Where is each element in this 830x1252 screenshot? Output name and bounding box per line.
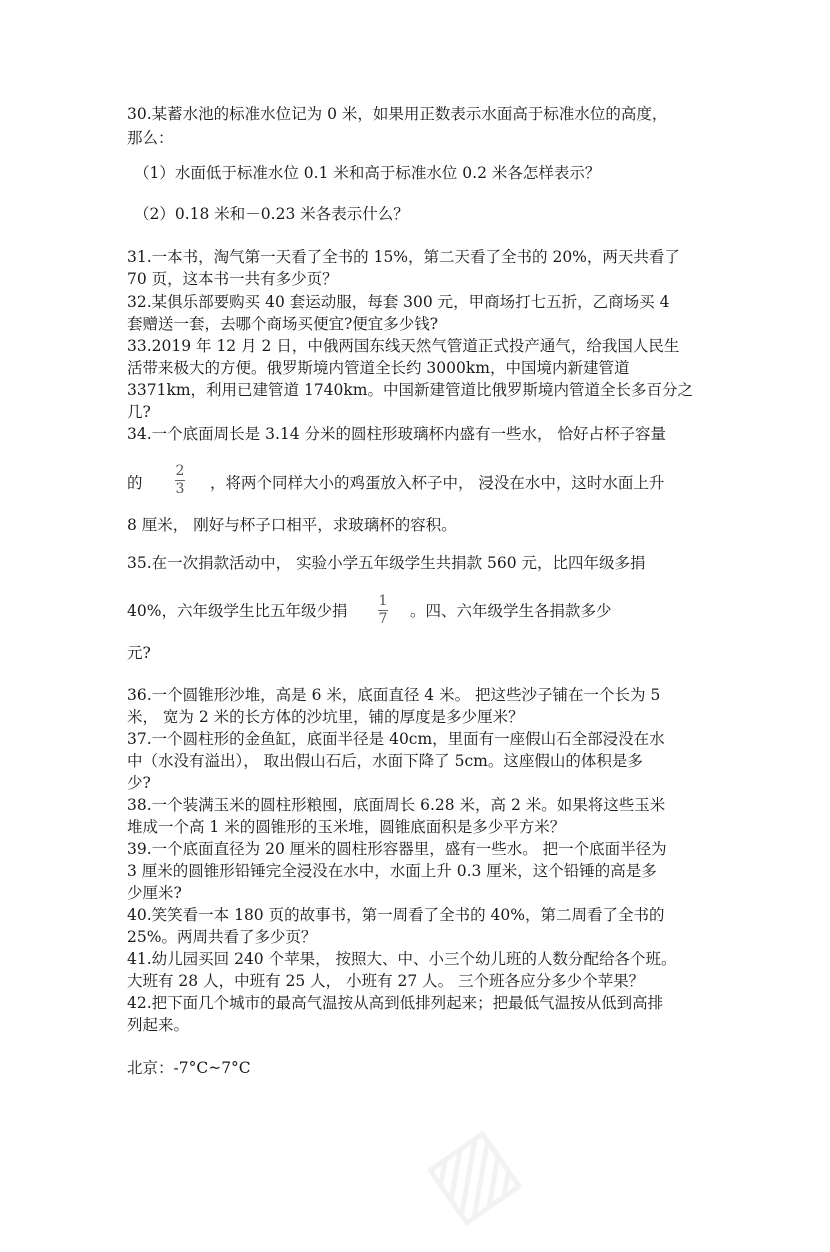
text-line: 35.在一次捐款活动中， 实验小学五年级学生共捐款 560 元，比四年级多捐: [127, 554, 646, 572]
fraction-denominator: 3: [175, 481, 185, 497]
fraction-two-thirds: [175, 464, 185, 497]
text-line: 少厘米?: [127, 884, 182, 902]
text-line: 少?: [127, 774, 151, 792]
watermark: ▨: [405, 1105, 536, 1240]
text-line: 32.某俱乐部要购买 40 套运动服，每套 300 元，甲商场打七五折，乙商场买 4: [127, 293, 670, 311]
text-line: 30.某蓄水池的标准水位记为 0 米，如果用正数表示水面高于标准水位的高度，: [127, 105, 668, 123]
text-line: （2）0.18 米和－0.23 米各表示什么？: [134, 205, 409, 223]
fraction-one-seventh: [378, 594, 388, 627]
text-line: 33.2019 年 12 月 2 日，中俄两国东线天然气管道正式投产通气，给我国人民生: [127, 337, 680, 355]
text-line: 40.笑笑看一本 180 页的故事书，第一周看了全书的 40%，第二周看了全书的: [127, 906, 665, 924]
text-line: 39.一个底面直径为 20 厘米的圆柱形容器里，盛有一些水。 把一个底面半径为: [127, 840, 667, 858]
text-line: 70 页，这本书一共有多少页？: [127, 270, 338, 288]
text-line: （1）水面低于标准水位 0.1 米和高于标准水位 0.2 米各怎样表示？: [134, 164, 601, 182]
text-line: 米， 宽为 2 米的长方体的沙坑里，铺的厚度是多少厘米？: [127, 708, 524, 726]
fraction-numerator: 2: [175, 463, 185, 479]
text-line: 41.幼儿园买回 240 个苹果， 按照大、中、小三个幼儿班的人数分配给各个班。: [127, 950, 677, 968]
text-line: 40%，六年级学生比五年级少捐: [127, 602, 348, 620]
text-line: 。四、六年级学生各捐款多少: [410, 602, 612, 620]
text-line: 几?: [127, 403, 151, 421]
fraction-numerator: 1: [378, 593, 388, 609]
text-line: 堆成一个高 1 米的圆锥形的玉米堆，圆锥底面积是多少平方米？: [127, 818, 566, 836]
text-line: 25%。两周共看了多少页？: [127, 928, 317, 946]
text-line: 那么：: [127, 129, 174, 147]
text-line: 元?: [127, 644, 151, 662]
text-line: 列起来。: [127, 1016, 190, 1034]
text-line: 的: [127, 474, 143, 492]
text-line: 3371km，利用已建管道 1740km。中国新建管道比俄罗斯境内管道全长多百分之: [127, 381, 694, 399]
text-line: 37.一个圆柱形的金鱼缸，底面半径是 40cm，里面有一座假山石全部浸没在水: [127, 730, 665, 748]
text-line: 大班有 28 人，中班有 25 人， 小班有 27 人。 三个班各应分多少个苹果？: [127, 972, 645, 990]
fraction-denominator: 7: [378, 611, 388, 627]
text-line: 3 厘米的圆锥形铅锤完全浸没在水中，水面上升 0.3 厘米，这个铅锤的高是多: [127, 862, 657, 880]
text-line: 36.一个圆锥形沙堆，高是 6 米，底面直径 4 米。 把这些沙子铺在一个长为 5: [127, 686, 661, 704]
text-line: 套赠送一套，去哪个商场买便宜?便宜多少钱?: [127, 315, 439, 333]
text-line: 8 厘米， 刚好与杯子口相平，求玻璃杯的容积。: [127, 516, 457, 534]
text-line: 活带来极大的方便。俄罗斯境内管道全长约 3000km，中国境内新建管道: [127, 359, 630, 377]
text-line: 34.一个底面周长是 3.14 分米的圆柱形玻璃杯内盛有一些水， 恰好占杯子容量: [127, 425, 666, 443]
text-line: ，将两个同样大小的鸡蛋放入杯子中， 浸没在水中，这时水面上升: [210, 474, 665, 492]
text-line: 中（水没有溢出）， 取出假山石后，水面下降了 5cm。这座假山的体积是多: [127, 752, 643, 770]
text-line: 42.把下面几个城市的最高气温按从高到低排列起来；把最低气温按从低到高排: [127, 994, 664, 1012]
text-line: 31.一本书，淘气第一天看了全书的 15%，第二天看了全书的 20%，两天共看了: [127, 248, 680, 266]
beijing-temperature: 北京：-7°C~7°C: [127, 1059, 251, 1077]
text-line: 38.一个装满玉米的圆柱形粮囤，底面周长 6.28 米，高 2 米。如果将这些玉米: [127, 796, 666, 814]
